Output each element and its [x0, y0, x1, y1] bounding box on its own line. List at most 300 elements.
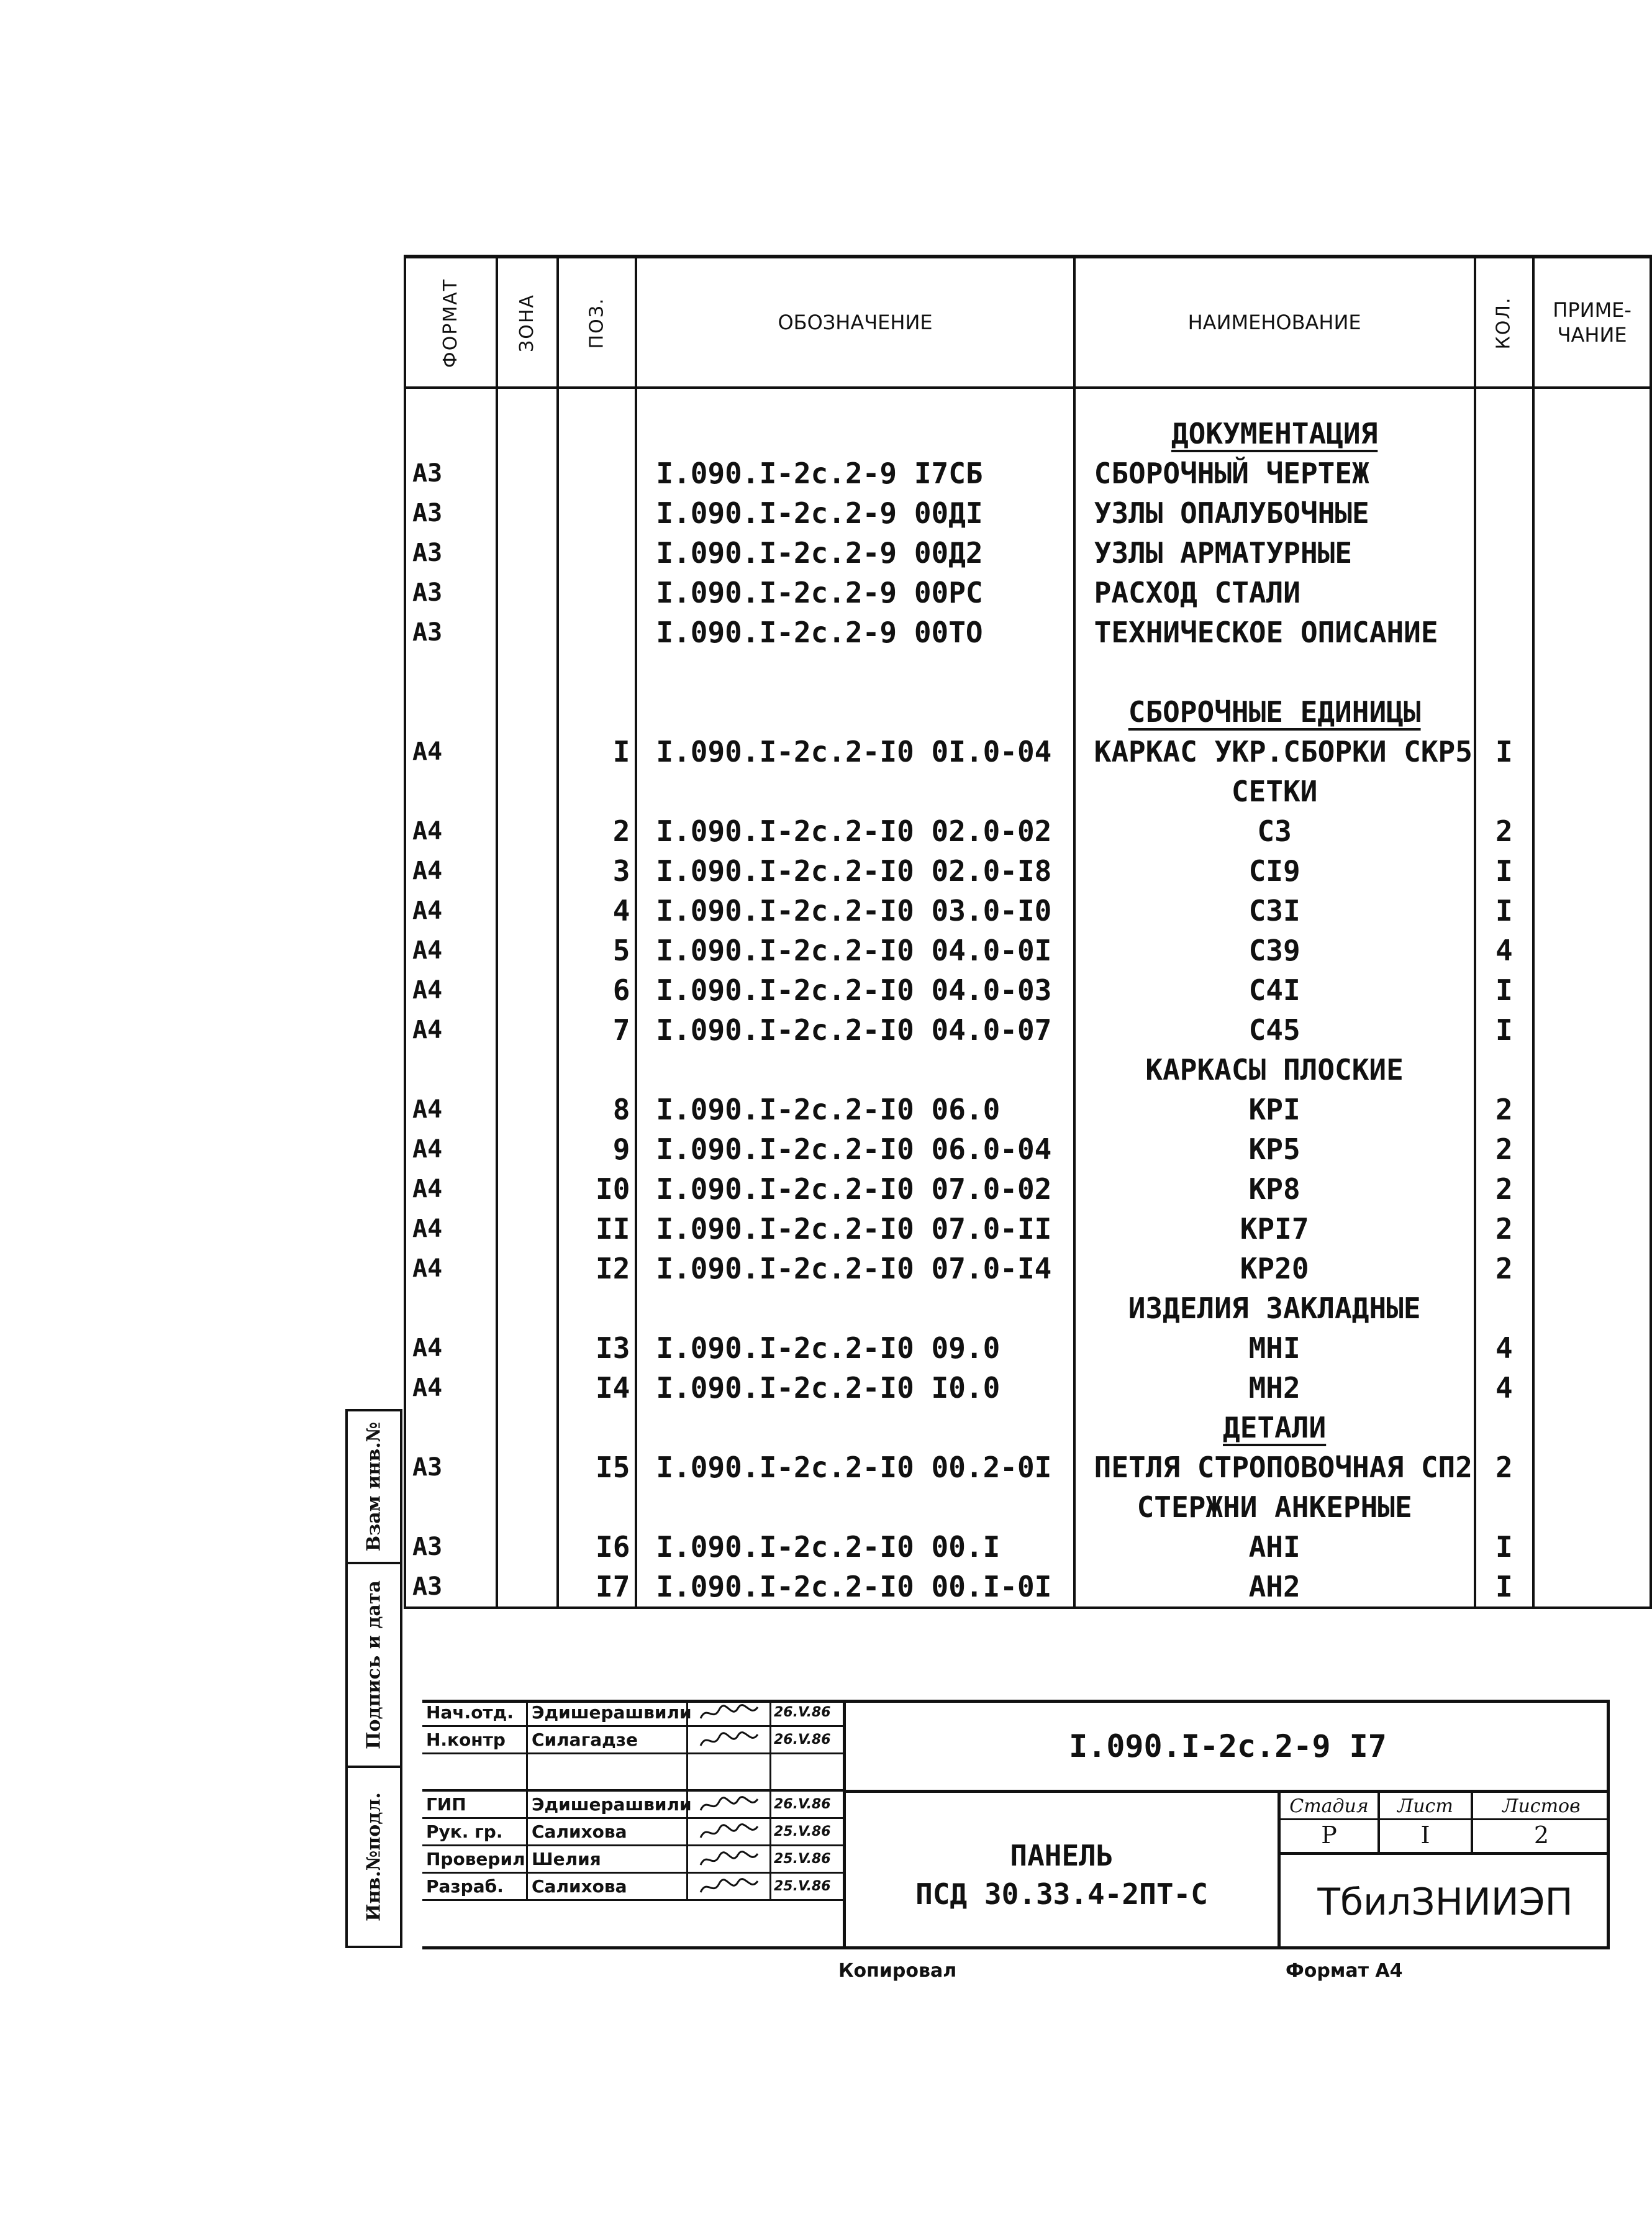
cell-pos	[558, 1249, 636, 1288]
cell-note	[1533, 493, 1651, 533]
cell-qty	[1475, 891, 1534, 931]
cell-pos-text: I0	[596, 1172, 630, 1206]
cell-qty	[1475, 453, 1534, 493]
cell-note	[1533, 1090, 1651, 1129]
cell-note	[1533, 1169, 1651, 1209]
signature	[688, 1754, 771, 1789]
cell-pos	[558, 1090, 636, 1129]
signer-date: 26.V.86	[774, 1797, 831, 1812]
signature	[688, 1727, 771, 1752]
side-cell-vzam	[348, 1411, 400, 1564]
cell-zone	[497, 1487, 558, 1527]
cell-pos	[558, 388, 636, 453]
table-row	[405, 453, 1651, 493]
cell-format-text: А3	[412, 1533, 443, 1561]
cell-note	[1533, 732, 1651, 772]
table-row	[405, 772, 1651, 811]
cell-zone	[497, 613, 558, 652]
cell-name-text: КРI	[1248, 1093, 1300, 1126]
signature	[688, 1874, 771, 1899]
cell-note	[1533, 453, 1651, 493]
cell-note	[1533, 811, 1651, 851]
stage-value: Р	[1321, 1821, 1337, 1849]
cell-name-text: С3	[1257, 814, 1292, 848]
cell-format-text: А4	[412, 817, 443, 845]
cell-pos-text: I6	[596, 1530, 630, 1564]
cell-zone	[497, 692, 558, 732]
signer-name: Салихова	[528, 1819, 688, 1844]
signature-table	[422, 1700, 846, 1949]
header-designation: ОБОЗНАЧЕНИЕ	[636, 257, 1074, 388]
cell-note	[1533, 573, 1651, 613]
cell-note	[1533, 613, 1651, 652]
cell-name	[1074, 1169, 1475, 1209]
cell-zone	[497, 453, 558, 493]
cell-pos	[558, 1527, 636, 1567]
cell-pos	[558, 533, 636, 573]
signature-row	[422, 1846, 846, 1874]
cell-name-text: СБОРОЧНЫЙ ЧЕРТЕЖ	[1094, 457, 1369, 490]
signature-row	[422, 1700, 846, 1727]
table-row	[405, 652, 1651, 692]
side-cell-inv	[348, 1768, 400, 1946]
cell-name-text: РАСХОД СТАЛИ	[1094, 576, 1300, 609]
cell-designation	[636, 1527, 1074, 1567]
signer-role: Рук. гр.	[422, 1819, 528, 1844]
signer-date: 25.V.86	[774, 1824, 831, 1839]
cell-name	[1074, 573, 1475, 613]
cell-pos	[558, 1368, 636, 1408]
cell-name	[1074, 1328, 1475, 1368]
footer-format: Формат А4	[1286, 1960, 1403, 1982]
cell-format-text: А4	[412, 1334, 443, 1362]
cell-designation-text: I.090.I-2c.2-I0 07.0-02	[656, 1172, 1052, 1206]
cell-designation-text: I.090.I-2c.2-I0 00.I	[656, 1530, 1001, 1564]
cell-name	[1074, 891, 1475, 931]
cell-note	[1533, 1567, 1651, 1608]
cell-format-text: А3	[412, 539, 443, 567]
cell-name-text: С3I	[1248, 894, 1300, 927]
cell-pos-text: 8	[612, 1093, 630, 1126]
signer-name: Эдишерашвили	[528, 1792, 688, 1817]
cell-designation	[636, 613, 1074, 652]
cell-format	[405, 652, 497, 692]
cell-qty-text: 4	[1495, 1371, 1513, 1405]
table-row	[405, 1050, 1651, 1090]
cell-format	[405, 1010, 497, 1050]
cell-name	[1074, 1487, 1475, 1527]
cell-qty	[1475, 732, 1534, 772]
cell-pos-text: I5	[596, 1451, 630, 1484]
cell-note	[1533, 1447, 1651, 1487]
cell-pos	[558, 970, 636, 1010]
cell-designation	[636, 1209, 1074, 1249]
cell-zone	[497, 1328, 558, 1368]
cell-name	[1074, 1408, 1475, 1447]
cell-format	[405, 453, 497, 493]
table-row	[405, 891, 1651, 931]
cell-qty	[1475, 1010, 1534, 1050]
cell-designation-text: I.090.I-2c.2-I0 09.0	[656, 1331, 1001, 1365]
side-label-inv: Инв.№подл.	[363, 1792, 385, 1921]
cell-pos	[558, 453, 636, 493]
cell-note	[1533, 1209, 1651, 1249]
cell-format	[405, 1288, 497, 1328]
cell-designation-text: I.090.I-2c.2-I0 02.0-02	[656, 814, 1052, 848]
cell-format-text: А4	[412, 976, 443, 1005]
cell-name	[1074, 1090, 1475, 1129]
cell-designation	[636, 1408, 1074, 1447]
cell-pos-text: I	[612, 735, 630, 768]
cell-name-text: ИЗДЕЛИЯ ЗАКЛАДНЫЕ	[1128, 1292, 1421, 1325]
table-row	[405, 1129, 1651, 1169]
cell-name	[1074, 533, 1475, 573]
cell-zone	[497, 533, 558, 573]
cell-note	[1533, 652, 1651, 692]
cell-format-text: А4	[412, 1135, 443, 1164]
cell-format-text: А3	[412, 1572, 443, 1601]
cell-format	[405, 931, 497, 970]
signer-name: Силагадзе	[528, 1727, 688, 1752]
cell-pos	[558, 1487, 636, 1527]
sheet-value: I	[1420, 1821, 1430, 1849]
cell-qty	[1475, 1249, 1534, 1288]
cell-zone	[497, 891, 558, 931]
cell-qty	[1475, 1487, 1534, 1527]
cell-qty	[1475, 1368, 1534, 1408]
side-label-vzam: Взам инв.№	[363, 1421, 385, 1552]
cell-note	[1533, 533, 1651, 573]
cell-name-text: МН2	[1248, 1371, 1300, 1405]
cell-format	[405, 1328, 497, 1368]
table-row	[405, 970, 1651, 1010]
cell-name-text: С39	[1248, 934, 1300, 967]
cell-zone	[497, 1090, 558, 1129]
side-label-podpis: Подпись и дата	[363, 1580, 385, 1749]
cell-name	[1074, 1050, 1475, 1090]
signature-scribble-icon	[698, 1823, 760, 1841]
table-row	[405, 1209, 1651, 1249]
cell-designation	[636, 772, 1074, 811]
cell-name-text: ДЕТАЛИ	[1223, 1411, 1327, 1444]
cell-format	[405, 732, 497, 772]
cell-designation	[636, 732, 1074, 772]
cell-name-text: УЗЛЫ АРМАТУРНЫЕ	[1094, 536, 1353, 570]
cell-qty	[1475, 1209, 1534, 1249]
cell-format	[405, 573, 497, 613]
cell-qty	[1475, 388, 1534, 453]
cell-pos	[558, 851, 636, 891]
cell-pos	[558, 1447, 636, 1487]
specification-table	[404, 255, 1652, 1609]
cell-designation-text: I.090.I-2c.2-I0 02.0-I8	[656, 854, 1052, 888]
cell-pos-text: 2	[612, 814, 630, 848]
cell-name-text: СI9	[1248, 854, 1300, 888]
cell-qty	[1475, 931, 1534, 970]
cell-designation	[636, 652, 1074, 692]
header-qty: КОЛ.	[1475, 257, 1534, 388]
cell-format-text: А4	[412, 1254, 443, 1283]
signer-role	[422, 1754, 528, 1789]
cell-qty-text: I	[1495, 1013, 1513, 1047]
cell-pos	[558, 1288, 636, 1328]
cell-zone	[497, 1169, 558, 1209]
cell-qty-text: 4	[1495, 1331, 1513, 1365]
table-row	[405, 1368, 1651, 1408]
cell-note	[1533, 1527, 1651, 1567]
cell-qty	[1475, 652, 1534, 692]
cell-name	[1074, 1129, 1475, 1169]
signer-role: Нач.отд.	[422, 1700, 528, 1725]
cell-qty-text: 2	[1495, 1172, 1513, 1206]
cell-zone	[497, 1447, 558, 1487]
cell-note	[1533, 388, 1651, 453]
cell-zone	[497, 851, 558, 891]
cell-qty	[1475, 1527, 1534, 1567]
cell-designation-text: I.090.I-2c.2-9 00ДI	[656, 496, 983, 530]
signer-name: Шелия	[528, 1846, 688, 1872]
cell-zone	[497, 1527, 558, 1567]
cell-name	[1074, 692, 1475, 732]
cell-format	[405, 1527, 497, 1567]
signature	[688, 1792, 771, 1817]
cell-qty	[1475, 772, 1534, 811]
signer-date: 25.V.86	[774, 1879, 831, 1894]
cell-format	[405, 1408, 497, 1447]
cell-qty-text: I	[1495, 894, 1513, 927]
cell-format	[405, 772, 497, 811]
cell-designation	[636, 1249, 1074, 1288]
cell-note	[1533, 1408, 1651, 1447]
cell-zone	[497, 732, 558, 772]
cell-designation	[636, 1090, 1074, 1129]
cell-format	[405, 1447, 497, 1487]
cell-note	[1533, 851, 1651, 891]
cell-name-text: ПЕТЛЯ СТРОПОВОЧНАЯ СП2	[1094, 1451, 1473, 1484]
side-cell-podpis	[348, 1564, 400, 1768]
cell-note	[1533, 1328, 1651, 1368]
signature-row	[422, 1874, 846, 1901]
cell-qty-text: 2	[1495, 1252, 1513, 1285]
cell-pos	[558, 891, 636, 931]
cell-pos	[558, 1010, 636, 1050]
cell-designation-text: I.090.I-2c.2-I0 06.0-04	[656, 1133, 1052, 1166]
cell-designation	[636, 970, 1074, 1010]
cell-pos-text: 9	[612, 1133, 630, 1166]
cell-pos	[558, 931, 636, 970]
table-header	[405, 257, 1651, 388]
cell-name-text: КАРКАСЫ ПЛОСКИЕ	[1145, 1053, 1404, 1087]
cell-format-text: А4	[412, 857, 443, 885]
cell-designation	[636, 931, 1074, 970]
cell-pos-text: 4	[612, 894, 630, 927]
cell-name	[1074, 613, 1475, 652]
header-pos: ПОЗ.	[558, 257, 636, 388]
stage-block	[1281, 1793, 1610, 1855]
cell-name	[1074, 1527, 1475, 1567]
cell-format	[405, 1050, 497, 1090]
cell-designation	[636, 851, 1074, 891]
table-row	[405, 732, 1651, 772]
header-name: НАИМЕНОВАНИЕ	[1074, 257, 1475, 388]
cell-note	[1533, 1368, 1651, 1408]
cell-format	[405, 891, 497, 931]
document-name-line1: ПАНЕЛЬ	[1010, 1839, 1114, 1872]
signature-row	[422, 1819, 846, 1846]
cell-designation	[636, 533, 1074, 573]
cell-pos	[558, 811, 636, 851]
cell-pos-text: II	[596, 1212, 630, 1246]
sheet-label: Лист	[1380, 1793, 1471, 1820]
cell-note	[1533, 772, 1651, 811]
cell-qty	[1475, 1408, 1534, 1447]
cell-name	[1074, 652, 1475, 692]
signer-role: ГИП	[422, 1792, 528, 1817]
cell-name-text: МНI	[1248, 1331, 1300, 1365]
cell-designation	[636, 891, 1074, 931]
cell-zone	[497, 1050, 558, 1090]
cell-pos	[558, 1169, 636, 1209]
table-row	[405, 1567, 1651, 1608]
cell-designation-text: I.090.I-2c.2-9 I7СБ	[656, 457, 983, 490]
cell-designation	[636, 811, 1074, 851]
cell-zone	[497, 931, 558, 970]
cell-qty	[1475, 533, 1534, 573]
cell-name	[1074, 931, 1475, 970]
cell-name	[1074, 1567, 1475, 1608]
cell-qty	[1475, 1328, 1534, 1368]
cell-pos	[558, 1050, 636, 1090]
cell-zone	[497, 1249, 558, 1288]
organization-name: ТбилЗНИИЭП	[1317, 1880, 1573, 1924]
cell-designation-text: I.090.I-2c.2-I0 04.0-0I	[656, 934, 1052, 967]
cell-zone	[497, 1010, 558, 1050]
cell-zone	[497, 573, 558, 613]
cell-format-text: А3	[412, 459, 443, 488]
cell-pos	[558, 1328, 636, 1368]
cell-pos-text: 3	[612, 854, 630, 888]
footer-copied: Копировал	[838, 1960, 957, 1982]
cell-designation-text: I.090.I-2c.2-I0 04.0-03	[656, 973, 1052, 1007]
cell-designation	[636, 493, 1074, 533]
cell-qty	[1475, 692, 1534, 732]
document-name	[846, 1793, 1281, 1949]
cell-name	[1074, 1288, 1475, 1328]
cell-format-text: А3	[412, 1453, 443, 1482]
cell-zone	[497, 1129, 558, 1169]
cell-format	[405, 1129, 497, 1169]
cell-qty-text: 2	[1495, 814, 1513, 848]
cell-designation	[636, 1487, 1074, 1527]
cell-format	[405, 1487, 497, 1527]
signer-role: Разраб.	[422, 1874, 528, 1899]
table-row	[405, 1408, 1651, 1447]
cell-qty	[1475, 1567, 1534, 1608]
table-row	[405, 1090, 1651, 1129]
cell-qty-text: 2	[1495, 1133, 1513, 1166]
cell-qty-text: 4	[1495, 934, 1513, 967]
cell-pos	[558, 692, 636, 732]
cell-format	[405, 493, 497, 533]
signer-name: Эдишерашвили	[528, 1700, 688, 1725]
cell-qty	[1475, 811, 1534, 851]
cell-format	[405, 1567, 497, 1608]
cell-zone	[497, 1288, 558, 1328]
table-row	[405, 811, 1651, 851]
cell-pos-text: 5	[612, 934, 630, 967]
table-row	[405, 1249, 1651, 1288]
cell-format-text: А4	[412, 936, 443, 965]
signer-role: Н.контр	[422, 1727, 528, 1752]
cell-qty-text: I	[1495, 973, 1513, 1007]
cell-name	[1074, 732, 1475, 772]
cell-qty	[1475, 1090, 1534, 1129]
cell-format	[405, 851, 497, 891]
cell-format-text: А4	[412, 1175, 443, 1203]
cell-zone	[497, 970, 558, 1010]
cell-zone	[497, 493, 558, 533]
signer-date: 25.V.86	[774, 1851, 831, 1867]
cell-designation	[636, 1328, 1074, 1368]
cell-format-text: А3	[412, 499, 443, 527]
cell-designation	[636, 1129, 1074, 1169]
cell-note	[1533, 931, 1651, 970]
table-row	[405, 1487, 1651, 1527]
cell-designation	[636, 453, 1074, 493]
cell-designation	[636, 1169, 1074, 1209]
cell-name	[1074, 1249, 1475, 1288]
cell-qty	[1475, 613, 1534, 652]
cell-name-text: АН2	[1248, 1570, 1300, 1603]
cell-designation-text: I.090.I-2c.2-9 00ТО	[656, 616, 983, 649]
cell-note	[1533, 1487, 1651, 1527]
cell-qty	[1475, 970, 1534, 1010]
cell-pos	[558, 613, 636, 652]
cell-format	[405, 811, 497, 851]
cell-designation	[636, 1567, 1074, 1608]
cell-format-text: А4	[412, 737, 443, 766]
cell-designation	[636, 1368, 1074, 1408]
cell-pos	[558, 772, 636, 811]
cell-name	[1074, 970, 1475, 1010]
signature-scribble-icon	[698, 1795, 760, 1814]
cell-qty-text: 2	[1495, 1451, 1513, 1484]
signer-name: Салихова	[528, 1874, 688, 1899]
signer-role: Проверил	[422, 1846, 528, 1872]
cell-name	[1074, 772, 1475, 811]
cell-designation	[636, 1288, 1074, 1328]
cell-designation-text: I.090.I-2c.2-I0 I0.0	[656, 1371, 1001, 1405]
cell-designation-text: I.090.I-2c.2-I0 04.0-07	[656, 1013, 1052, 1047]
cell-pos-text: 6	[612, 973, 630, 1007]
cell-name	[1074, 493, 1475, 533]
table-row	[405, 533, 1651, 573]
table-row	[405, 573, 1651, 613]
cell-format	[405, 1249, 497, 1288]
cell-name	[1074, 388, 1475, 453]
cell-name-text: СЕТКИ	[1231, 775, 1318, 808]
cell-format-text: А3	[412, 578, 443, 607]
cell-name-text: УЗЛЫ ОПАЛУБОЧНЫЕ	[1094, 496, 1369, 530]
cell-pos-text: I3	[596, 1331, 630, 1365]
cell-name-text: КАРКАС УКР.СБОРКИ СКР5	[1094, 735, 1473, 768]
cell-qty	[1475, 1447, 1534, 1487]
sheet-cell	[1380, 1793, 1473, 1852]
cell-zone	[497, 1408, 558, 1447]
table-row	[405, 1010, 1651, 1050]
cell-format-text: А4	[412, 1016, 443, 1044]
cell-pos	[558, 732, 636, 772]
